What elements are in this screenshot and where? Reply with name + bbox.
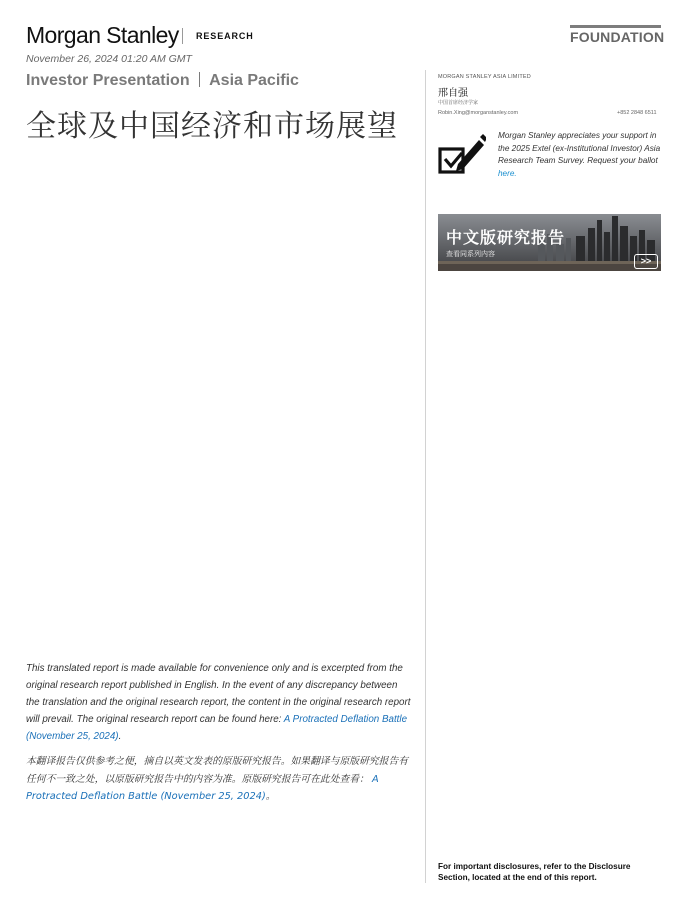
analyst-firm: MORGAN STANLEY ASIA LIMITED bbox=[438, 74, 531, 80]
ballot-icon bbox=[438, 134, 486, 178]
ballot-text: Morgan Stanley appreciates your support in the 2025 Extel (ex-Institutional Investor) Asia Research Team Survey. Request your ballot bbox=[498, 131, 661, 166]
translation-disclaimer-cn bbox=[26, 753, 411, 806]
translation-disclaimer bbox=[26, 661, 411, 746]
logo-divider bbox=[182, 28, 183, 44]
disclaimer-cn-end: 。 bbox=[265, 791, 276, 802]
subtitle-type: Investor Presentation bbox=[26, 72, 190, 89]
banner-title: 中文版研究报告 bbox=[446, 228, 566, 247]
analyst-role: 中国首席经济学家 bbox=[438, 100, 479, 106]
analyst-name: 邢自强 bbox=[438, 88, 468, 99]
disclaimer-text: This translated report is made available for convenience only and is excerpted from the original research report published in English. In the event of any discrepancy between the translation and the original research report, the content in the original research report will prevail. The original research report can be found here: bbox=[26, 663, 411, 725]
foundation-bar bbox=[570, 25, 661, 28]
banner-arrow-button[interactable]: >> bbox=[634, 254, 658, 269]
disclosure-note: For important disclosures, refer to the Disclosure Section, located at the end of this report. bbox=[438, 862, 631, 882]
ballot-link[interactable]: here. bbox=[498, 168, 517, 178]
morgan-stanley-logo: Morgan Stanley bbox=[26, 22, 179, 48]
subtitle-divider bbox=[199, 72, 201, 87]
disclaimer-end: . bbox=[118, 730, 122, 742]
report-date: November 26, 2024 01:20 AM GMT bbox=[26, 53, 192, 65]
analyst-phone: +852 2848 6511 bbox=[617, 110, 657, 116]
original-report-link[interactable]: A Protracted Deflation Battle (November 25, 2024) bbox=[26, 713, 408, 742]
subtitle-region: Asia Pacific bbox=[209, 72, 299, 89]
column-divider bbox=[425, 70, 426, 883]
report-subtitle bbox=[26, 72, 299, 90]
disclaimer-cn-text: 本翻译报告仅供参考之便，摘自以英文发表的原版研究报告。如果翻译与原版研究报告有任何不一致之处，以原版研究报告中的内容为准。原版研究报告可在此处查看： bbox=[26, 756, 409, 785]
research-label: RESEARCH bbox=[196, 31, 254, 41]
page-title: 全球及中国经济和市场展望 bbox=[26, 109, 398, 144]
chinese-reports-banner[interactable] bbox=[438, 214, 661, 271]
original-report-link-cn[interactable]: A Protracted Deflation Battle (November 25, 2024) bbox=[26, 773, 379, 802]
banner-subtitle: 查看同系列内容 bbox=[446, 250, 495, 258]
foundation-badge: FOUNDATION bbox=[570, 29, 665, 45]
ballot-message bbox=[498, 130, 662, 180]
analyst-email[interactable]: Robin.Xing@morganstanley.com bbox=[438, 110, 519, 116]
